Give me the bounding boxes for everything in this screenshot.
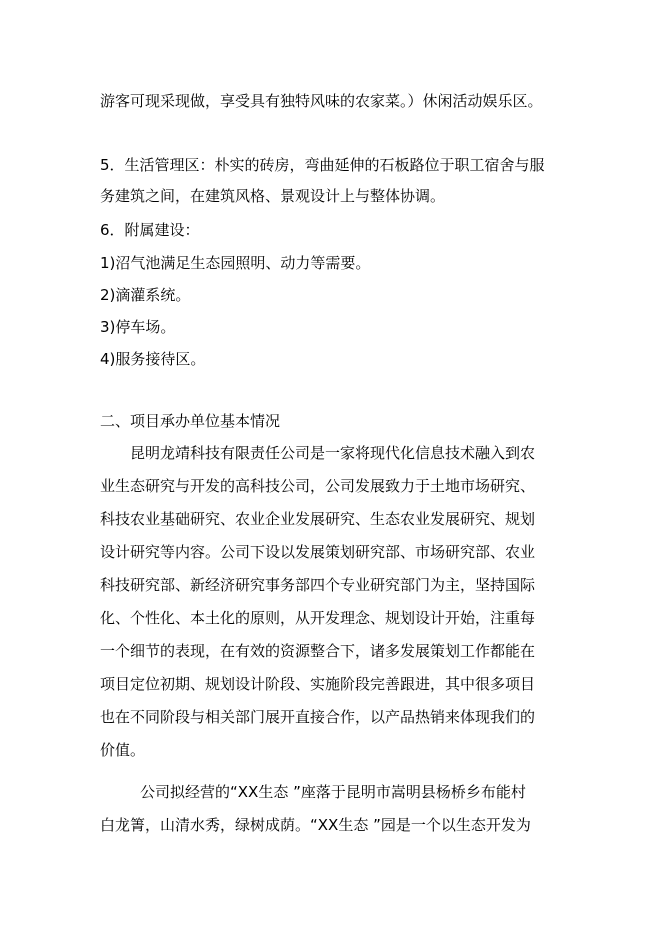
- text-line: 公司拟经营的“XX生态 ”座落于昆明市嵩明县杨桥乡布能村: [140, 783, 526, 801]
- text-line: 一个细节的表现，在有效的资源整合下，诸多发展策划工作都能在: [100, 642, 536, 660]
- text-line: 昆明龙靖科技有限责任公司是一家将现代化信息技术融入到农: [130, 444, 536, 462]
- text-line: 2)滴灌系统。: [100, 286, 191, 304]
- text-line: 科技农业基础研究、农业企业发展研究、生态农业发展研究、规划: [100, 510, 536, 528]
- text-line: 1)沼气池满足生态园照明、动力等需要。: [100, 254, 371, 272]
- text-line: 白龙箐，山清水秀，绿树成荫。“XX生态 ”园是一个以生态开发为: [100, 816, 531, 834]
- text-line: 务建筑之间，在建筑风格、景观设计上与整体协调。: [100, 187, 446, 205]
- text-line: 5．生活管理区：朴实的砖房，弯曲延伸的石板路位于职工宿舍与服: [100, 156, 545, 174]
- text-line: 游客可现采现做，享受具有独特风味的农家菜。）休闲活动娱乐区。: [100, 92, 543, 110]
- text-line: 化、个性化、本土化的原则，从开发理念、规划设计开始，注重每: [100, 609, 536, 627]
- text-line: 科技研究部、新经济研究事务部四个专业研究部门为主，坚持国际: [100, 576, 536, 594]
- text-line: 也在不同阶段与相关部门展开直接合作，以产品热销来体现我们的: [100, 708, 536, 726]
- text-line: 设计研究等内容。公司下设以发展策划研究部、市场研究部、农业: [100, 543, 536, 561]
- section-heading: 二、项目承办单位基本情况: [100, 412, 281, 430]
- text-line: 项目定位初期、规划设计阶段、实施阶段完善跟进，其中很多项目: [100, 675, 536, 693]
- text-line: 价值。: [100, 741, 146, 759]
- text-line: 3)停车场。: [100, 318, 176, 336]
- text-line: 业生态研究与开发的高科技公司，公司发展致力于土地市场研究、: [100, 477, 536, 495]
- text-line: 6．附属建设：: [100, 221, 200, 239]
- text-line: 4)服务接待区。: [100, 350, 206, 368]
